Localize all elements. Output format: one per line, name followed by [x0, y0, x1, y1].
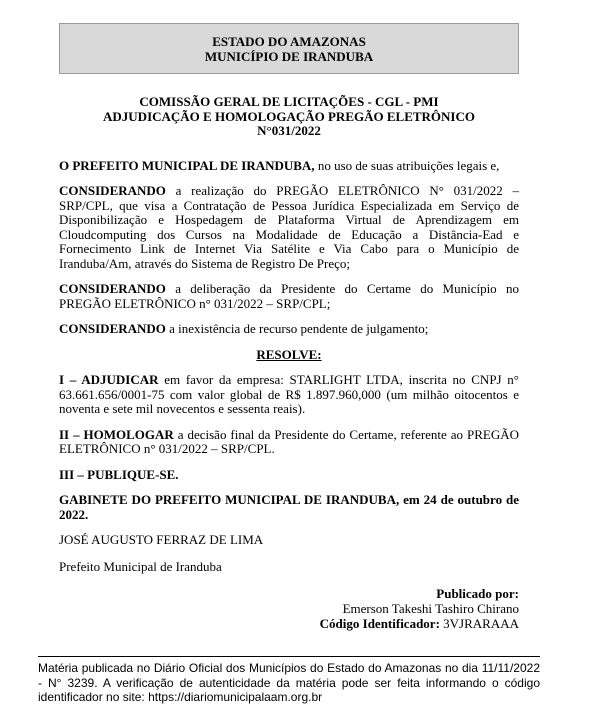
publication-block: [59, 586, 519, 631]
title-line-3: N°031/2022: [257, 123, 321, 138]
considerando-1-rest: a realização do PREGÃO ELETRÔNICO N° 031/2022 – SRP/CPL, que visa a Contratação de Pessoa Jurídica Especializada em Serviço de Disponibilização e Hospedagem de Plataforma Virtual de Aprendizagem em Cloudcomputing dos Cursos na Modalidade de Educação a Distância-Ead e Fornecimento Link de Internet Via Satélite e Via Cabo para o Município de Iranduba/Am, através do Sistema de Registro De Preço;: [59, 183, 519, 271]
considerando-3-rest: a inexistência de recurso pendente de julgamento;: [165, 321, 429, 336]
item-adjudicar-bold: I – ADJUDICAR: [59, 372, 159, 387]
header-state: ESTADO DO AMAZONAS: [212, 34, 366, 49]
gabinete-paragraph: GABINETE DO PREFEITO MUNICIPAL DE IRANDUBA, em 24 de outubro de 2022.: [59, 492, 519, 522]
header-box: [59, 23, 519, 74]
considerando-1: [59, 184, 519, 271]
item-homologar-bold: II – HOMOLOGAR: [59, 426, 174, 442]
item-publique: III – PUBLIQUE-SE.: [59, 466, 179, 482]
publisher-name: Emerson Takeshi Tashiro Chirano: [342, 601, 519, 616]
signer-name: JOSÉ AUGUSTO FERRAZ DE LIMA: [59, 532, 264, 547]
document-body: [59, 95, 519, 631]
title-line-1: COMISSÃO GERAL DE LICITAÇÕES - CGL - PMI: [139, 94, 439, 109]
item-homologar: [59, 428, 519, 457]
item-adjudicar-rest: em favor da empresa: STARLIGHT LTDA, inscrita no CNPJ n° 63.661.656/0001-75 com valor global de R$ 1.897.960,000 (um milhão oitocentos e noventa e sete mil novecentos e sessenta reais).: [59, 372, 520, 416]
intro-bold: O PREFEITO MUNICIPAL DE IRANDUBA,: [59, 157, 315, 173]
footer-note: Matéria publicada no Diário Oficial dos Municípios do Estado do Amazonas no dia 11/11/2022 - N° 3239. A verificação de autenticidade da matéria pode ser feita informando o código identificador no site: https://diariomunicipalaam.org.br: [38, 656, 540, 705]
considerando-2-rest: a deliberação da Presidente do Certame do Município no PREGÃO ELETRÔNICO n° 031/2022 – SRP/CPL;: [59, 281, 519, 311]
identifier-label: Código Identificador:: [319, 616, 440, 631]
considerando-2: [59, 282, 519, 311]
identifier-line: [59, 616, 519, 631]
intro-paragraph: [59, 159, 519, 174]
item-adjudicar: [59, 373, 519, 417]
resolve-heading: RESOLVE:: [256, 346, 322, 362]
considerando-2-bold: CONSIDERANDO: [59, 281, 166, 296]
published-label: Publicado por:: [436, 586, 519, 601]
document-title: [59, 95, 519, 139]
considerando-3: [59, 322, 519, 337]
intro-rest: no uso de suas atribuições legais e,: [314, 157, 500, 173]
considerando-3-bold: CONSIDERANDO: [59, 321, 166, 336]
considerando-1-bold: CONSIDERANDO: [59, 183, 166, 198]
title-line-2: ADJUDICAÇÃO E HOMOLOGAÇÃO PREGÃO ELETRÔNICO: [103, 108, 475, 124]
signer-role: Prefeito Municipal de Iranduba: [59, 558, 222, 574]
header-municipality: MUNICÍPIO DE IRANDUBA: [204, 49, 374, 64]
item-homologar-rest: a decisão final da Presidente do Certame, referente ao PREGÃO ELETRÔNICO n° 031/2022 – SRP/CPL.: [59, 426, 519, 456]
identifier-value: 3VJRARAAA: [443, 616, 519, 631]
